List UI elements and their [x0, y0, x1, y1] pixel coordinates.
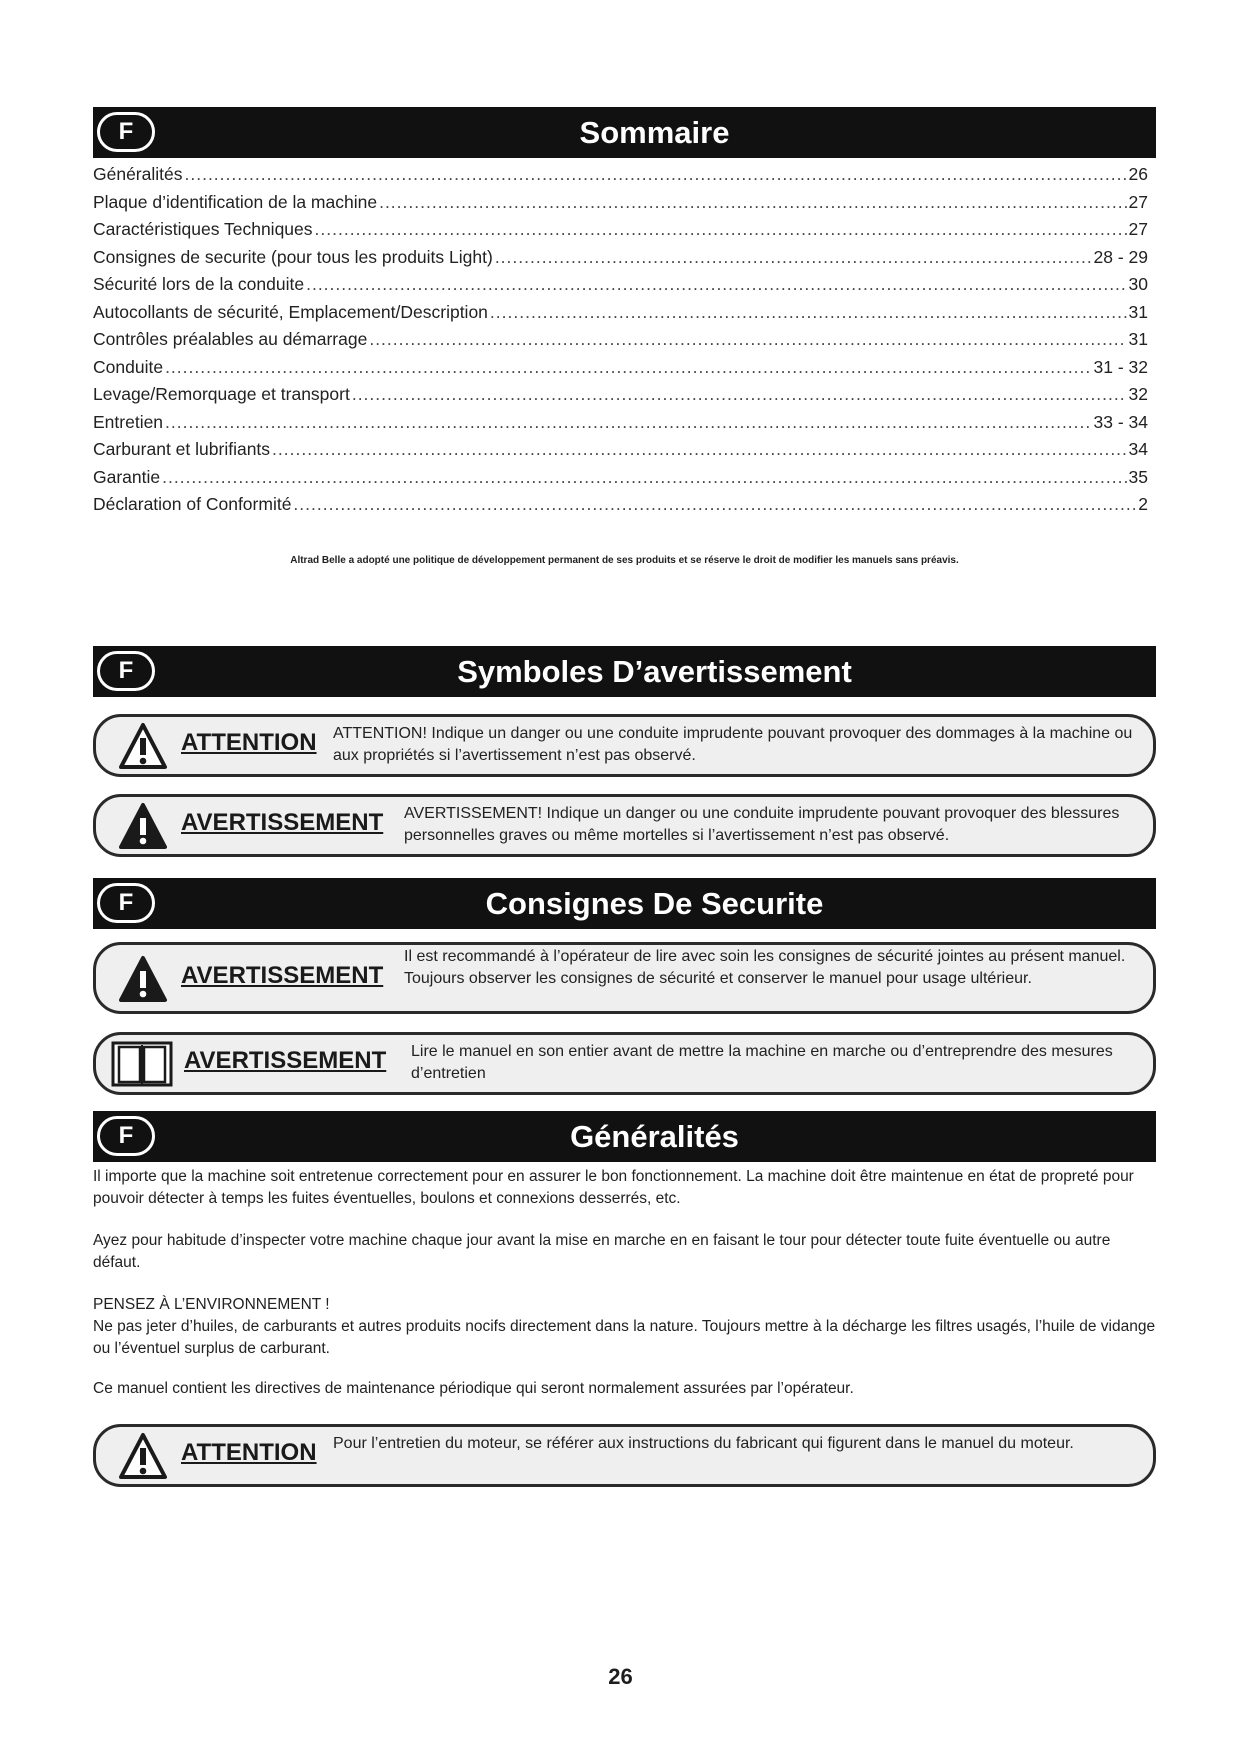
manual-warning-text: Lire le manuel en son entier avant de mettre la machine en marche ou d’entreprendre des mesures d’entretien [411, 1043, 1113, 1082]
toc-entry [93, 357, 1148, 385]
consignes-header [93, 878, 1156, 929]
toc-leader-dots [315, 219, 1127, 240]
toc-entry-page: 33 - 34 [1093, 411, 1148, 432]
generalites-title: Généralités [570, 1118, 739, 1154]
toc-entry-page: 32 [1128, 384, 1148, 404]
france-badge: F [97, 1116, 155, 1156]
paragraph-text: Ne pas jeter d’huiles, de carburants et autres produits nocifs directement dans la nature. Toujours mettre à la décharge les filtres usagés, l’huile de vidange ou l’éventuel surplus de carburant. [93, 1318, 1156, 1357]
toc-entry-label: Sécurité lors de la conduite [93, 274, 305, 294]
toc-entry [93, 164, 1148, 192]
toc-entry-label: Contrôles préalables au démarrage [93, 329, 368, 349]
toc-entry-page: 31 - 32 [1093, 356, 1148, 377]
sommaire-title: Sommaire [579, 114, 730, 150]
symboles-header [93, 646, 1156, 697]
avertissement-label: AVERTISSEMENT [181, 809, 384, 836]
toc-leader-dots [352, 384, 1127, 405]
toc-entry [93, 467, 1148, 495]
toc-entry-page: 26 [1128, 164, 1148, 184]
engine-attention-text: Pour l’entretien du moteur, se référer aux instructions du fabricant qui figurent dans le manuel du moteur. [333, 1435, 1074, 1452]
page-number: 26 [608, 1664, 633, 1689]
toc-entry [93, 329, 1148, 357]
toc-entry-label: Levage/Remorquage et transport [93, 384, 350, 404]
toc-leader-dots [490, 302, 1127, 323]
sommaire-header [93, 107, 1156, 158]
toc-entry-label: Consignes de securite (pour tous les produits Light) [93, 246, 493, 267]
paragraph-text: Il importe que la machine soit entretenue correctement pour en assurer le bon fonctionnement. La machine doit être maintenue en état de propreté pour pouvoir détecter à temps les fuites éventuelles, boulons et connexions desserrés, etc. [93, 1168, 1134, 1207]
toc-entry-label: Autocollants de sécurité, Emplacement/Description [93, 301, 488, 322]
toc-entry-page: 28 - 29 [1093, 246, 1148, 267]
attention-text: ATTENTION! Indique un danger ou une conduite imprudente pouvant provoquer des dommages à la machine ou aux propriétés si l’avertissement n’est pas observé. [333, 725, 1133, 764]
toc-entry-label: Garantie [93, 466, 161, 487]
toc-entry-page: 31 [1128, 329, 1148, 349]
toc-entry [93, 439, 1148, 467]
warning-triangle-icon [118, 802, 168, 850]
toc-entry-label: Caractéristiques Techniques [93, 219, 313, 239]
toc-entry-label: Plaque d’identification de la machine [93, 191, 378, 212]
france-badge: F [97, 883, 155, 923]
generalites-header [93, 1111, 1156, 1162]
toc-entry-label: Carburant et lubrifiants [93, 439, 271, 459]
policy-note: Altrad Belle a adopté une politique de développement permanent de ses produits et se réserve le droit de modifier les manuels sans préavis. [290, 555, 959, 566]
toc-entry-label: Déclaration of Conformité [93, 494, 292, 514]
consignes-warning-text: Il est recommandé à l’opérateur de lire avec soin les consignes de sécurité jointes au présent manuel. Toujours observer les consignes de sécurité et conserver le manuel pour usage ultérieur. [404, 948, 1126, 987]
toc-entry-page: 27 [1128, 191, 1148, 212]
toc-leader-dots [162, 467, 1126, 488]
toc-entry-label: Conduite [93, 356, 164, 377]
toc-entry-label: Entretien [93, 411, 164, 432]
toc-entry [93, 219, 1148, 247]
avertissement-text: AVERTISSEMENT! Indique un danger ou une conduite imprudente pouvant provoquer des blessures personnelles graves ou même mortelles si l’avertissement n’est pas observé. [404, 805, 1120, 844]
toc-leader-dots [272, 439, 1126, 460]
toc-leader-dots [306, 274, 1126, 295]
table-of-contents [93, 164, 1148, 522]
symboles-title: Symboles D’avertissement [457, 653, 852, 689]
toc-leader-dots [165, 412, 1091, 433]
generalites-paragraph-1 [93, 1166, 1156, 1210]
toc-entry-label: Généralités [93, 164, 183, 184]
france-badge: F [97, 112, 155, 152]
engine-attention-box [93, 1424, 1156, 1487]
toc-leader-dots [369, 329, 1126, 350]
toc-entry-page: 27 [1128, 219, 1148, 239]
toc-leader-dots [185, 164, 1127, 185]
toc-entry-page: 2 [1138, 494, 1148, 514]
attention-label: ATTENTION [181, 729, 317, 756]
toc-entry [93, 412, 1148, 440]
toc-entry [93, 494, 1148, 522]
toc-entry-page: 34 [1128, 439, 1148, 459]
generalites-paragraph-4 [93, 1378, 1156, 1400]
toc-entry [93, 274, 1148, 302]
avertissement-box [93, 794, 1156, 857]
toc-entry-page: 35 [1128, 466, 1148, 487]
toc-entry-page: 30 [1128, 274, 1148, 294]
consignes-warning-label: AVERTISSEMENT [181, 962, 384, 989]
engine-attention-label: ATTENTION [181, 1439, 317, 1466]
environment-heading: PENSEZ À L’ENVIRONNEMENT ! [93, 1296, 330, 1313]
manual-warning-label: AVERTISSEMENT [184, 1047, 387, 1074]
attention-box [93, 714, 1156, 777]
toc-leader-dots [165, 357, 1091, 378]
caution-triangle-icon [118, 1432, 168, 1480]
toc-entry [93, 247, 1148, 275]
france-badge: F [97, 651, 155, 691]
paragraph-text: Ce manuel contient les directives de maintenance périodique qui seront normalement assurées par l’opérateur. [93, 1380, 854, 1397]
consignes-warning-box [93, 942, 1156, 1014]
caution-triangle-icon [118, 722, 168, 770]
toc-leader-dots [379, 192, 1126, 213]
toc-entry [93, 192, 1148, 220]
generalites-paragraph-3 [93, 1294, 1156, 1360]
toc-entry [93, 384, 1148, 412]
toc-leader-dots [293, 494, 1136, 515]
consignes-title: Consignes De Securite [485, 885, 824, 921]
toc-entry [93, 302, 1148, 330]
toc-leader-dots [495, 247, 1092, 268]
manual-book-icon [110, 1040, 174, 1088]
warning-triangle-icon [118, 955, 168, 1003]
toc-entry-page: 31 [1128, 301, 1148, 322]
manual-warning-box [93, 1032, 1156, 1095]
generalites-paragraph-2 [93, 1230, 1156, 1274]
paragraph-text: Ayez pour habitude d’inspecter votre machine chaque jour avant la mise en marche en en faisant le tour pour détecter toute fuite éventuelle ou autre défaut. [93, 1232, 1111, 1271]
